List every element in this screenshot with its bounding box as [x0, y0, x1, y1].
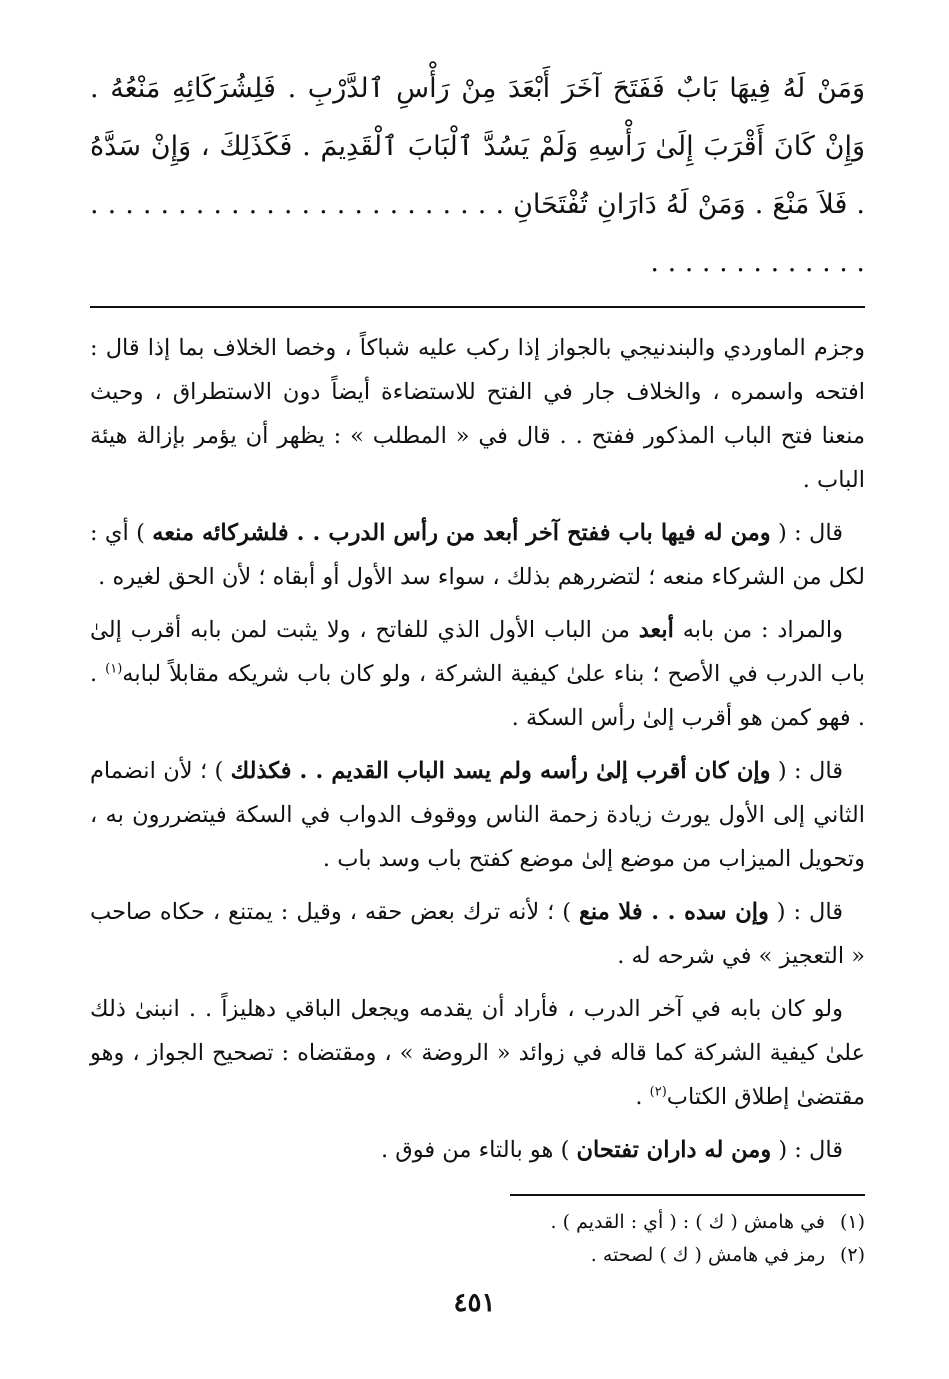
quoted-matn: ومن له داران تفتحان: [576, 1137, 772, 1163]
page-number: ٤٥١: [453, 1288, 496, 1318]
footnote-2: [90, 1239, 865, 1272]
footnote-number: (١): [839, 1211, 865, 1233]
commentary-paragraph-2: قال : ( ومن له فيها باب ففتح آخر أبعد من رأس الدرب . . فلشركائه منعه ) أي : لكل من الشركاء منعه ؛ لتضررهم بذلك ، سواء سد الأول أو أبقاه ؛ لأن الحق لغيره .: [90, 520, 865, 590]
quoted-matn: أبعد: [638, 617, 674, 643]
matn-separator: [90, 306, 865, 308]
quoted-matn: وإن سده . . فلا منع: [578, 899, 769, 925]
footnote-separator: [510, 1194, 865, 1196]
commentary-paragraph-1: وجزم الماوردي والبندنيجي بالجواز إذا ركب عليه شباكاً ، وخصا الخلاف بما إذا قال : افتحه واسمره ، والخلاف جار في الفتح للاستضاءة أيضاً دون الاستطراق ، وحيث منعنا فتح الباب المذكور ففتح . . قال في « المطلب » : يظهر أن يؤمر بإزالة هيئة الباب .: [90, 335, 865, 493]
footnote-ref-1[interactable]: (١): [105, 661, 123, 677]
page-body: [90, 60, 865, 1272]
matn-text: وَمَنْ لَهُ فِيهَا بَابٌ فَفَتَحَ آخَرَ أَبْعَدَ مِنْ رَأْسِ ٱلدَّرْبِ . فَلِشُرَكَائِهِ مَنْعُهُ . وَإِنْ كَانَ أَقْرَبَ إِلَىٰ رَأْسِهِ وَلَمْ يَسُدَّ ٱلْبَابَ ٱلْقَدِيمَ . فَكَذَلِكَ ، وَإِنْ سَدَّهُ . فَلاَ مَنْعَ . وَمَنْ لَهُ دَارَانِ تُفْتَحَانِ . . . . . . . . . . . . . . . . . . . . . . . . . . . . . . . . . . . . .: [90, 73, 865, 278]
commentary-paragraph-4: قال : ( وإن كان أقرب إلىٰ رأسه ولم يسد الباب القديم . . فكذلك ) ؛ لأن انضمام الثاني إلى الأول يورث زيادة زحمة الناس ووقوف الدواب في السكة فيتضررون به ، وتحويل الميزاب من موضع إلىٰ موضع كفتح باب وسد باب .: [90, 758, 865, 872]
footnote-text: في هامش ( ك ) : ( أي : القديم ) .: [550, 1211, 825, 1233]
footnote-number: (٢): [839, 1244, 865, 1266]
commentary-paragraph-6: ولو كان بابه في آخر الدرب ، فأراد أن يقدمه ويجعل الباقي دهليزاً . . انبنىٰ ذلك علىٰ كيفية الشركة كما قاله في زوائد « الروضة » ، ومقتضاه : تصحيح الجواز ، وهو مقتضىٰ إطلاق الكتاب$^{(٢)}$ .: [90, 996, 865, 1110]
footnote-ref-2[interactable]: (٢): [649, 1084, 667, 1100]
commentary-paragraph-3: والمراد : من بابه أبعد من الباب الأول الذي للفاتح ، ولا يثبت لمن بابه أقرب إلىٰ باب الدرب في الأصح ؛ بناء علىٰ كيفية الشركة ، ولو كان باب شريكه مقابلاً لبابه$^{(١)}$ . . فهو كمن هو أقرب إلىٰ رأس السكة .: [90, 617, 865, 731]
footnote-1: [90, 1206, 865, 1239]
commentary-paragraph-7: قال : ( ومن له داران تفتحان ) هو بالتاء من فوق .: [380, 1137, 843, 1163]
quoted-matn: وإن كان أقرب إلىٰ رأسه ولم يسد الباب القديم . . فكذلك: [230, 758, 771, 784]
commentary-paragraph-5: قال : ( وإن سده . . فلا منع ) ؛ لأنه ترك بعض حقه ، وقيل : يمتنع ، حكاه صاحب « التعجيز » في شرحه له .: [90, 899, 865, 969]
footnote-text: رمز في هامش ( ك ) لصحته .: [590, 1244, 825, 1266]
quoted-matn: ومن له فيها باب ففتح آخر أبعد من رأس الدرب . . فلشركائه منعه: [152, 520, 771, 546]
